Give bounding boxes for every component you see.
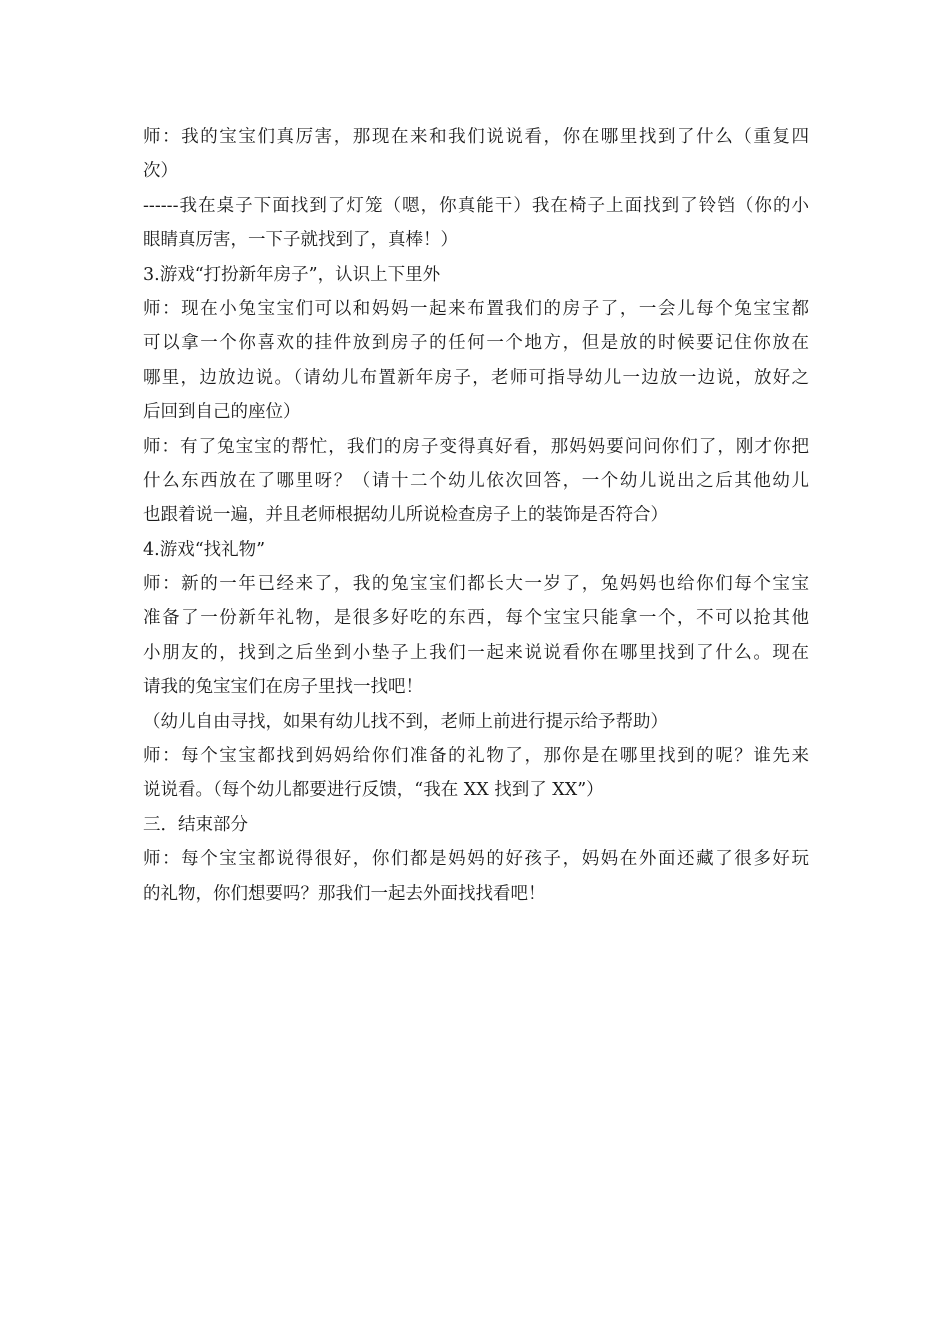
section-heading: 三．结束部分 [143,814,248,835]
text-line: 的礼物，你们想要吗？那我们一起去外面找找看吧！ [143,883,546,904]
text-line: 师：现在小兔宝宝们可以和妈妈一起来布置我们的房子了，一会儿每个兔宝宝都 [143,298,809,319]
text-line: 次） [143,161,178,182]
text-line: 哪里，边放边说。（请幼儿布置新年房子，老师可指导幼儿一边放一边说，放好之 [143,367,809,388]
text-line: 师：新的一年已经来了，我的兔宝宝们都长大一岁了，兔妈妈也给你们每个宝宝 [143,574,809,595]
text-line: 后回到自己的座位） [143,402,301,423]
text-line: 师：每个宝宝都说得很好，你们都是妈妈的好孩子，妈妈在外面还藏了很多好玩 [143,849,809,870]
text-line: 请我的兔宝宝们在房子里找一找吧！ [143,677,423,698]
text-line: 准备了一份新年礼物，是很多好吃的东西，每个宝宝只能拿一个，不可以抢其他 [143,608,809,629]
text-line: 师：有了兔宝宝的帮忙，我们的房子变得真好看，那妈妈要问问你们了，刚才你把 [143,436,809,457]
document-body [143,120,809,911]
section-heading: 3.游戏“打扮新年房子”，认识上下里外 [143,264,441,285]
text-line: 可以拿一个你喜欢的挂件放到房子的任何一个地方，但是放的时候要记住你放在 [143,333,809,354]
text-line: 也跟着说一遍，并且老师根据幼儿所说检查房子上的装饰是否符合） [143,505,668,526]
text-line: 什么东西放在了哪里呀？（请十二个幼儿依次回答，一个幼儿说出之后其他幼儿 [143,470,809,491]
text-line: 说说看。（每个幼儿都要进行反馈，“我在 XX 找到了 XX”） [143,780,604,801]
section-heading: 4.游戏“找礼物” [143,539,266,560]
text-line: 师：我的宝宝们真厉害，那现在来和我们说说看，你在哪里找到了什么（重复四 [143,127,809,147]
text-line: ------我在桌子下面找到了灯笼（嗯，你真能干）我在椅子上面找到了铃铛（你的小 [143,195,809,216]
text-line: 小朋友的，找到之后坐到小垫子上我们一起来说说看你在哪里找到了什么。现在 [143,642,809,663]
text-line: （幼儿自由寻找，如果有幼儿找不到，老师上前进行提示给予帮助） [143,711,668,732]
text-line: 师：每个宝宝都找到妈妈给你们准备的礼物了，那你是在哪里找到的呢？谁先来 [143,746,809,767]
text-line: 眼睛真厉害，一下子就找到了，真棒！） [143,230,458,251]
